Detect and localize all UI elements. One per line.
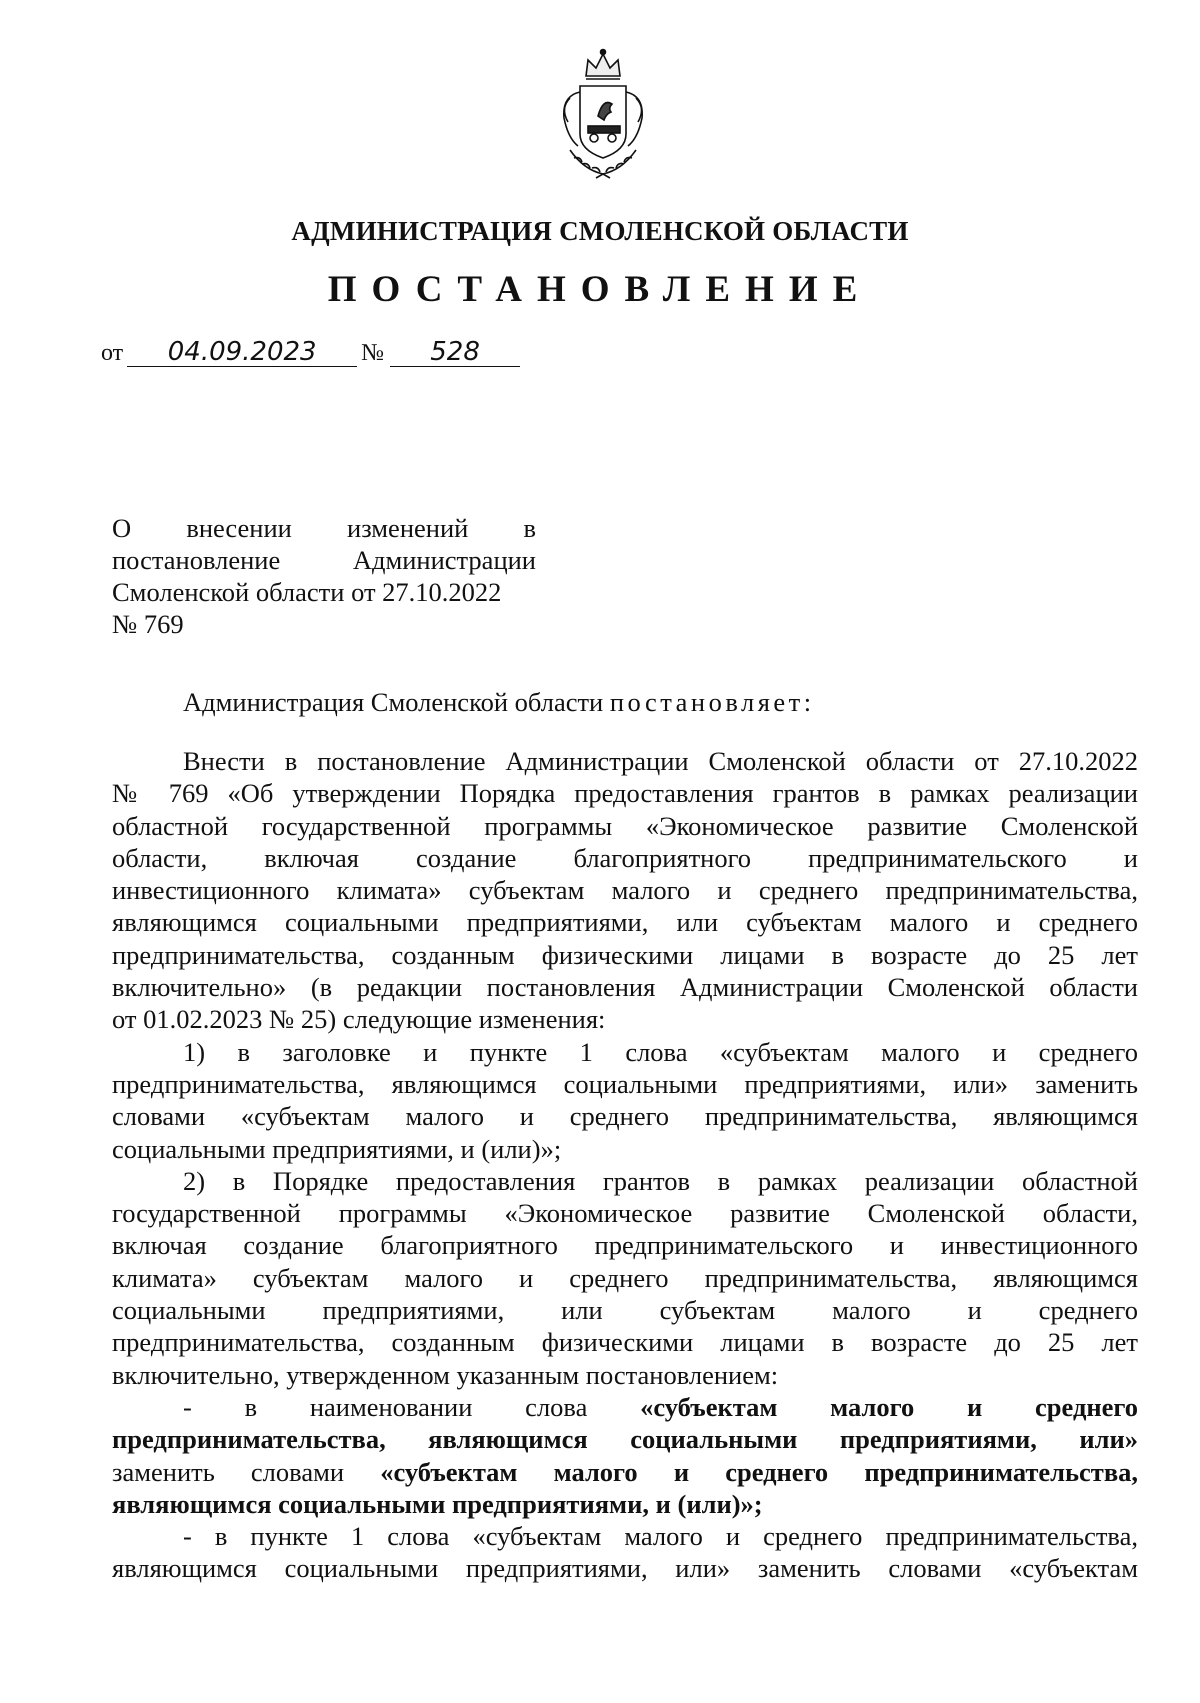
number-prefix: №: [361, 340, 385, 366]
document-type-title: ПОСТАНОВЛЕНИЕ: [327, 269, 873, 310]
body-line: от 01.02.2023 № 25) следующие изменения:: [112, 1004, 606, 1035]
body-line: № 769 «Об утверждении Порядка предоставления грантов в рамках реализации: [112, 778, 1138, 809]
body-line-bold: являющимся социальными предприятиями, и (или)»;: [112, 1488, 763, 1519]
handwritten-date: 04.09.2023: [127, 338, 357, 367]
body-line: 1) в заголовке и пункте 1 слова «субъектам малого и среднего: [183, 1036, 1138, 1067]
body-segment: заменить словами: [112, 1456, 345, 1487]
body-line-mixed: [112, 1456, 1138, 1488]
body-line: областной государственной программы «Экономическое развитие Смоленской: [112, 810, 1138, 841]
body-line: 2) в Порядке предоставления грантов в рамках реализации областной: [183, 1165, 1138, 1196]
subject-line: О внесении изменений в: [112, 513, 536, 543]
body-line: Внести в постановление Администрации Смоленской области от 27.10.2022: [183, 746, 1138, 776]
body-line: являющимся социальными предприятиями, или» заменить словами «субъектам: [112, 1553, 1138, 1584]
date-number-line: [101, 338, 520, 367]
body-line: социальными предприятиями, или субъектам малого и среднего: [112, 1295, 1138, 1326]
body-line: предпринимательства, созданным физическими лицами в возрасте до 25 лет: [112, 939, 1138, 970]
handwritten-number: 528: [390, 338, 520, 367]
body-line: включая создание благоприятного предпринимательского и инвестиционного: [112, 1230, 1138, 1261]
body-line: предпринимательства, являющимся социальными предприятиями, или» заменить: [112, 1068, 1138, 1099]
body-line: инвестиционного климата» субъектам малого и среднего предпринимательства,: [112, 875, 1138, 906]
subject-line: постановление Администрации: [112, 545, 536, 575]
body-line: словами «субъектам малого и среднего предпринимательства, являющимся: [112, 1101, 1138, 1132]
subject-line: Смоленской области от 27.10.2022: [112, 577, 502, 607]
body-line-bold: предпринимательства, являющимся социальными предприятиями, или»: [112, 1424, 1138, 1455]
body-line: климата» субъектам малого и среднего предпринимательства, являющимся: [112, 1262, 1138, 1293]
body-line: включительно» (в редакции постановления Администрации Смоленской области: [112, 972, 1138, 1003]
body-segment: - в наименовании слова: [183, 1391, 588, 1422]
date-prefix: от: [101, 340, 124, 366]
body-line: социальными предприятиями, и (или)»;: [112, 1133, 562, 1164]
body-segment-bold: «субъектам малого и среднего предпринимательства,: [380, 1456, 1139, 1487]
subject-block: [112, 512, 536, 640]
body-segment-bold: «субъектам малого и среднего: [640, 1391, 1139, 1422]
body-line: области, включая создание благоприятного предпринимательского и: [112, 842, 1138, 873]
body-line: являющимся социальными предприятиями, или субъектам малого и среднего: [112, 907, 1138, 938]
resolution-body: [112, 745, 1138, 1585]
coat-of-arms-emblem: [548, 46, 658, 186]
body-line: государственной программы «Экономическое развитие Смоленской области,: [112, 1198, 1138, 1229]
subject-line: № 769: [112, 609, 184, 639]
body-line: - в пункте 1 слова «субъектам малого и среднего предпринимательства,: [183, 1521, 1138, 1552]
preamble-lead: Администрация Смоленской области: [183, 687, 604, 717]
body-line: включительно, утвержденном указанным постановлением:: [112, 1359, 779, 1390]
organization-name: АДМИНИСТРАЦИЯ СМОЛЕНСКОЙ ОБЛАСТИ: [291, 216, 909, 246]
preamble: [183, 687, 815, 718]
body-line-mixed: [112, 1391, 1138, 1423]
preamble-verb: постановляет:: [609, 687, 815, 717]
body-line: предпринимательства, созданным физическими лицами в возрасте до 25 лет: [112, 1327, 1138, 1358]
